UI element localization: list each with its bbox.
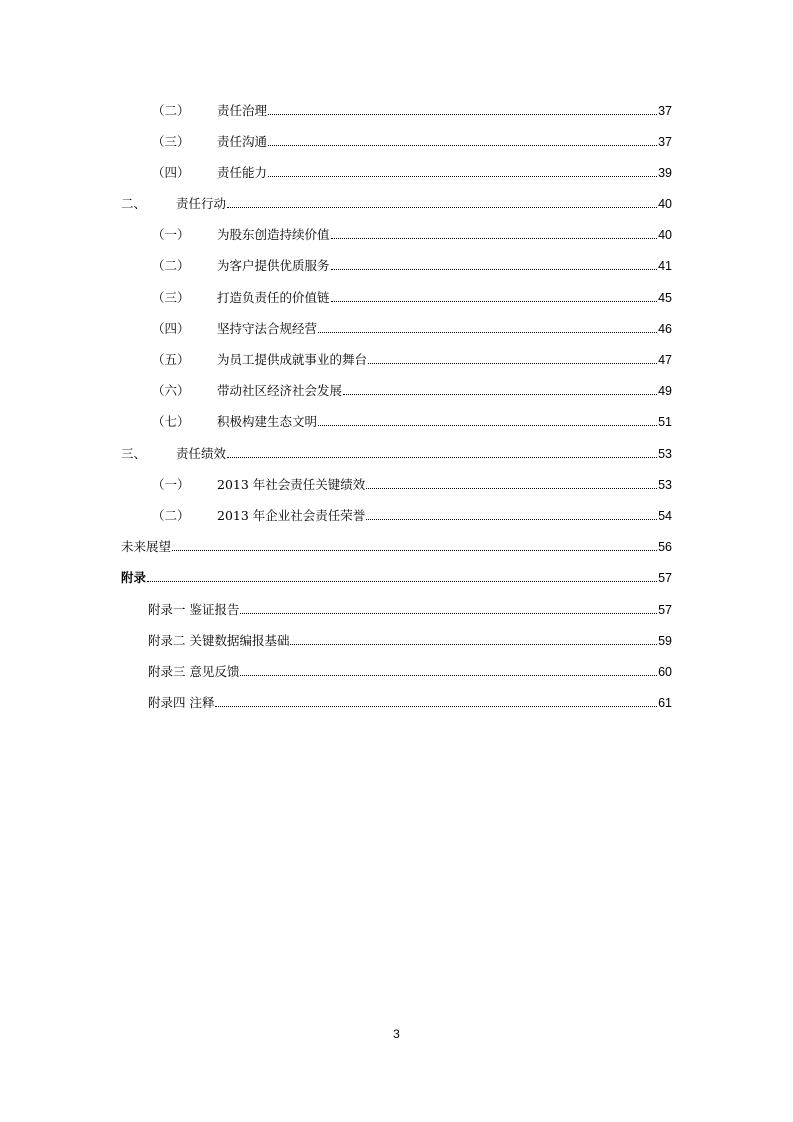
toc-entry-number: 三、 xyxy=(121,446,147,461)
toc-entry-title: 积极构建生态文明 xyxy=(217,414,318,429)
toc-entry[interactable] xyxy=(0,380,793,402)
toc-entry-number: （三） xyxy=(152,134,190,149)
toc-entry-title: 责任绩效 xyxy=(176,446,227,461)
toc-entry[interactable] xyxy=(0,443,793,465)
toc-leader-dots xyxy=(268,113,657,115)
toc-entry[interactable] xyxy=(0,599,793,621)
toc-entry-title: 为客户提供优质服务 xyxy=(217,258,330,273)
toc-entry-number: （二） xyxy=(152,258,190,273)
toc-entry-number: 二、 xyxy=(121,196,147,211)
toc-entry-number: （二） xyxy=(152,508,190,523)
toc-entry-page: 56 xyxy=(658,540,672,554)
toc-entry-number: （七） xyxy=(152,414,190,429)
toc-entry-page: 59 xyxy=(658,634,672,648)
toc-entry-title: 2013 年企业社会责任荣誉 xyxy=(217,508,366,523)
toc-entry[interactable] xyxy=(0,505,793,527)
toc-entry-page: 53 xyxy=(658,447,672,461)
toc-entry-number: （三） xyxy=(152,290,190,305)
toc-entry-page: 47 xyxy=(658,353,672,367)
toc-entry-page: 46 xyxy=(658,322,672,336)
toc-entry-page: 60 xyxy=(658,665,672,679)
toc-entry[interactable] xyxy=(0,661,793,683)
toc-entry-title: 责任治理 xyxy=(217,103,268,118)
toc-entry-page: 57 xyxy=(658,571,672,585)
toc-entry-title: 带动社区经济社会发展 xyxy=(217,383,343,398)
toc-entry[interactable] xyxy=(0,349,793,371)
toc-leader-dots xyxy=(318,424,657,426)
toc-entry-page: 37 xyxy=(658,135,672,149)
toc-entry-title: 责任行动 xyxy=(176,196,227,211)
toc-entry-number: （六） xyxy=(152,383,190,398)
toc-entry[interactable] xyxy=(0,131,793,153)
toc-entry[interactable] xyxy=(0,474,793,496)
toc-leader-dots xyxy=(331,268,658,270)
toc-entry[interactable] xyxy=(0,255,793,277)
toc-entry-number: （五） xyxy=(152,352,190,367)
toc-entry[interactable] xyxy=(0,224,793,246)
toc-entry-title: 责任沟通 xyxy=(217,134,268,149)
toc-leader-dots xyxy=(240,612,657,614)
toc-entry-title: 未来展望 xyxy=(121,539,172,554)
toc-entry-number: （四） xyxy=(152,321,190,336)
toc-entry[interactable] xyxy=(0,287,793,309)
toc-entry[interactable] xyxy=(0,162,793,184)
toc-entry-title: 责任能力 xyxy=(217,165,268,180)
toc-entry[interactable] xyxy=(0,536,793,558)
toc-leader-dots xyxy=(331,237,658,239)
toc-entry[interactable] xyxy=(0,567,793,589)
toc-entry-title: 附录二 关键数据编报基础 xyxy=(148,633,290,648)
toc-leader-dots xyxy=(147,580,657,582)
toc-entry-page: 61 xyxy=(658,696,672,710)
toc-entry-page: 37 xyxy=(658,104,672,118)
toc-entry-number: （一） xyxy=(152,227,190,242)
toc-leader-dots xyxy=(366,487,657,489)
toc-entry-page: 40 xyxy=(658,228,672,242)
toc-leader-dots xyxy=(227,206,657,208)
toc-entry-page: 45 xyxy=(658,291,672,305)
toc-entry-title: 为员工提供成就事业的舞台 xyxy=(217,352,368,367)
toc-entry-page: 41 xyxy=(658,259,672,273)
toc-entry-page: 51 xyxy=(658,415,672,429)
toc-leader-dots xyxy=(290,643,657,645)
toc-leader-dots xyxy=(366,518,657,520)
toc-entry-title: 坚持守法合规经营 xyxy=(217,321,318,336)
toc-entry[interactable] xyxy=(0,411,793,433)
toc-entry-page: 54 xyxy=(658,509,672,523)
toc-leader-dots xyxy=(368,362,657,364)
toc-entry-page: 57 xyxy=(658,603,672,617)
toc-entry-title: 2013 年社会责任关键绩效 xyxy=(217,477,366,492)
toc-leader-dots xyxy=(240,674,657,676)
toc-entry[interactable] xyxy=(0,692,793,714)
toc-leader-dots xyxy=(227,456,657,458)
page-number: 3 xyxy=(393,1027,400,1041)
toc-entry-title: 打造负责任的价值链 xyxy=(217,290,330,305)
toc-entry[interactable] xyxy=(0,100,793,122)
toc-leader-dots xyxy=(343,393,657,395)
toc-entry-title: 附录一 鉴证报告 xyxy=(148,602,240,617)
toc-entry-page: 39 xyxy=(658,166,672,180)
toc-entry-title: 附录 xyxy=(121,570,147,585)
toc-leader-dots xyxy=(268,144,657,146)
toc-entry[interactable] xyxy=(0,318,793,340)
toc-entry-title: 附录四 注释 xyxy=(148,695,215,710)
toc-leader-dots xyxy=(215,705,657,707)
toc-leader-dots xyxy=(318,331,657,333)
toc-leader-dots xyxy=(268,175,657,177)
toc-leader-dots xyxy=(172,549,657,551)
toc-entry-number: （二） xyxy=(152,103,190,118)
toc-entry-number: （四） xyxy=(152,165,190,180)
toc-entry-title: 为股东创造持续价值 xyxy=(217,227,330,242)
toc-leader-dots xyxy=(331,300,658,302)
toc-entry-number: （一） xyxy=(152,477,190,492)
toc-entry-title: 附录三 意见反馈 xyxy=(148,664,240,679)
toc-entry-page: 40 xyxy=(658,197,672,211)
toc-entry[interactable] xyxy=(0,630,793,652)
toc-entry-page: 53 xyxy=(658,478,672,492)
toc-entry[interactable] xyxy=(0,193,793,215)
toc-entry-page: 49 xyxy=(658,384,672,398)
